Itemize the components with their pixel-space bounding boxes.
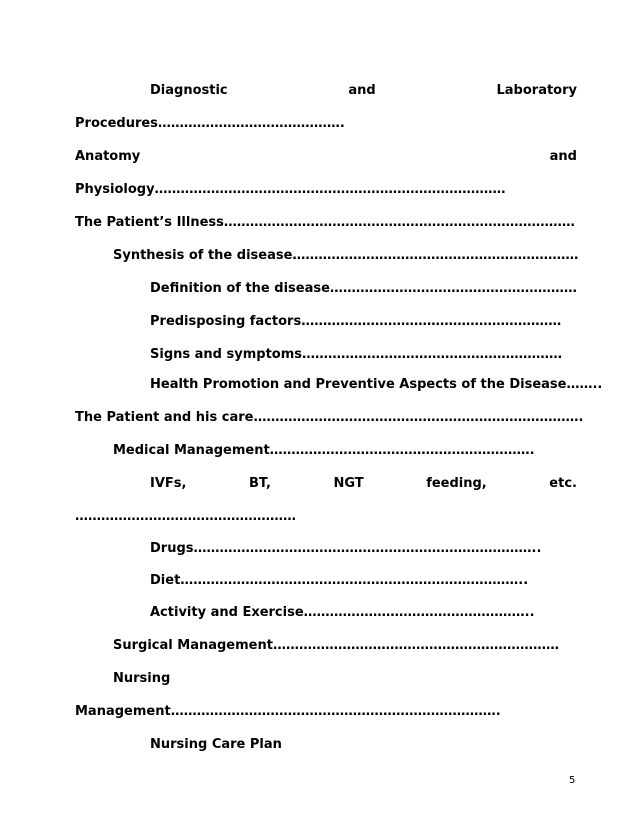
toc-patient-illness: The Patient’s Illness……………………………………………………………………… — [75, 215, 575, 230]
toc-surgical-management: Surgical Management………………………………………………………… — [113, 638, 559, 653]
toc-word: IVFs, — [150, 476, 187, 491]
toc-word: and — [348, 83, 376, 98]
toc-nursing: Nursing — [113, 671, 171, 686]
toc-word: and — [549, 149, 577, 164]
toc-physiology: Physiology……………………………………………………………………… — [75, 182, 506, 197]
toc-procedures: Procedures……………………………………. — [75, 116, 345, 131]
toc-drugs: Drugs…………………………………………………………………….. — [150, 541, 542, 556]
toc-word: Diagnostic — [150, 83, 228, 98]
toc-predisposing: Predisposing factors…………………………………………………… — [150, 314, 562, 329]
toc-word: Laboratory — [496, 83, 577, 98]
toc-patient-care: The Patient and his care…………………………………………………………………. — [75, 410, 584, 425]
toc-ivf-dots: …………………………………………… — [75, 509, 296, 524]
toc-word: NGT — [333, 476, 364, 491]
toc-management: Management…………………………………………………………………. — [75, 704, 501, 719]
toc-diagnostic-line — [150, 83, 577, 99]
toc-medical-management: Medical Management……………………………………………………. — [113, 443, 535, 458]
toc-anatomy-line — [75, 149, 577, 165]
toc-ivf-line — [150, 476, 577, 492]
toc-word: feeding, — [426, 476, 487, 491]
toc-diet: Diet…………………………………………………………………….. — [150, 573, 529, 588]
toc-word: Anatomy — [75, 149, 141, 164]
toc-activity: Activity and Exercise…………………………………………….. — [150, 605, 535, 620]
page-number: 5 — [569, 775, 576, 786]
toc-synthesis: Synthesis of the disease………………………………………………………… — [113, 248, 579, 263]
toc-word: etc. — [549, 476, 577, 491]
toc-signs: Signs and symptoms…………………………………………………… — [150, 347, 562, 362]
toc-definition: Definition of the disease………………………………………………… — [150, 281, 577, 296]
toc-nursing-care-plan: Nursing Care Plan — [150, 737, 282, 752]
toc-health-promotion: Health Promotion and Preventive Aspects of the Disease…….. — [150, 377, 603, 392]
toc-word: BT, — [249, 476, 271, 491]
